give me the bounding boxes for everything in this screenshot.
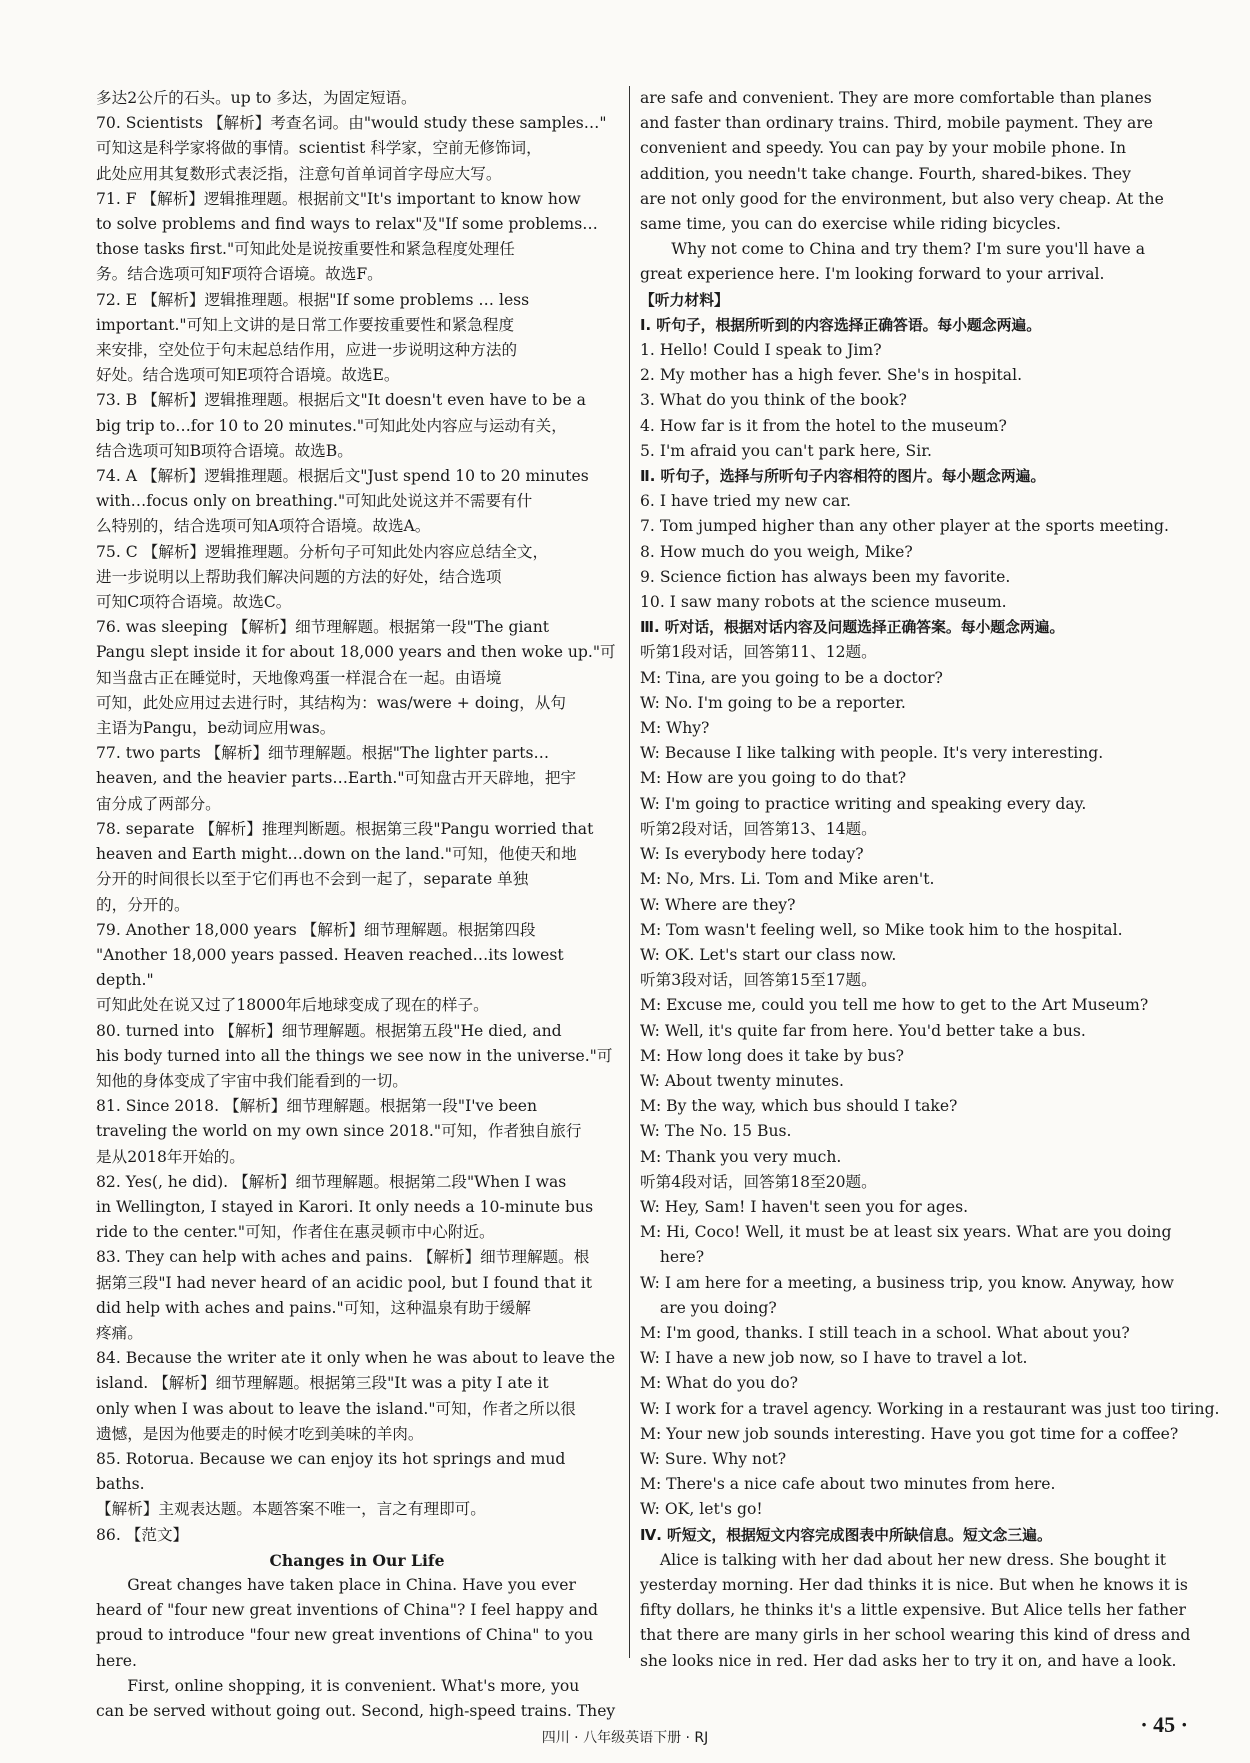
answer-line: 84. Because the writer ate it only when he was about to leave the bbox=[96, 1349, 616, 1368]
answer-line: 79. Another 18,000 years 【解析】细节理解题。根据第四段 bbox=[96, 920, 536, 939]
listening-line: M: Hi, Coco! Well, it must be at least six years. What are you doing bbox=[640, 1223, 1172, 1242]
listening-line: M: How long does it take by bus? bbox=[640, 1046, 904, 1065]
answer-line: 遗憾，是因为他要走的时候才吃到美味的羊肉。 bbox=[96, 1424, 424, 1443]
column-divider bbox=[629, 86, 630, 1658]
listening-line: 10. I saw many robots at the science museum. bbox=[640, 593, 1007, 612]
listening-line: 听第2段对话，回答第13、14题。 bbox=[640, 819, 877, 838]
answer-line: ride to the center."可知，作者住在惠灵顿市中心附近。 bbox=[96, 1223, 495, 1242]
listening-line: W: I'm going to practice writing and speaking every day. bbox=[640, 794, 1087, 813]
answer-line: 分开的时间很长以至于它们再也不会到一起了，separate 单独 bbox=[96, 870, 529, 889]
answer-line: 72. E 【解析】逻辑推理题。根据"If some problems … less bbox=[96, 290, 530, 309]
answer-line: his body turned into all the things we see now in the universe."可 bbox=[96, 1046, 613, 1065]
listening-section-heading: Ⅱ. 听句子，选择与所听句子内容相符的图片。每小题念两遍。 bbox=[640, 468, 1046, 486]
answer-line: 疼痛。 bbox=[96, 1323, 143, 1342]
listening-line: are you doing? bbox=[640, 1298, 777, 1317]
answer-line: 来安排，空处位于句末起总结作用，应进一步说明这种方法的 bbox=[96, 341, 518, 360]
answer-line: important."可知上文讲的是日常工作要按重要性和紧急程度 bbox=[96, 315, 515, 334]
listening-line: 听第1段对话，回答第11、12题。 bbox=[640, 643, 877, 662]
answer-line: 宙分成了两部分。 bbox=[96, 794, 221, 813]
page-number: · 45 · bbox=[1140, 1712, 1188, 1737]
left-column bbox=[96, 86, 618, 1724]
listening-line: W: Sure. Why not? bbox=[640, 1449, 787, 1468]
listening-section-heading: Ⅳ. 听短文，根据短文内容完成图表中所缺信息。短文念三遍。 bbox=[640, 1526, 1052, 1544]
answer-line: big trip to…for 10 to 20 minutes."可知此处内容应与运动有关， bbox=[96, 416, 567, 435]
answer-line: 多达2公斤的石头。up to 多达，为固定短语。 bbox=[96, 89, 417, 107]
listening-line: M: How are you going to do that? bbox=[640, 769, 907, 788]
essay-line: addition, you needn't take change. Fourth, shared-bikes. They bbox=[640, 164, 1131, 183]
listening-line: W: Because I like talking with people. It's very interesting. bbox=[640, 744, 1104, 763]
listening-line: M: What do you do? bbox=[640, 1374, 799, 1393]
answer-line: 可知C项符合语境。故选C。 bbox=[96, 593, 292, 612]
answer-line: those tasks first."可知此处是说按重要性和紧急程度处理任 bbox=[96, 240, 515, 259]
answer-line: 主语为Pangu，be动词应用was。 bbox=[96, 719, 336, 738]
answer-line: 80. turned into 【解析】细节理解题。根据第五段"He died, and bbox=[96, 1021, 562, 1040]
essay-line: great experience here. I'm looking forward to your arrival. bbox=[640, 265, 1105, 284]
listening-line: W: The No. 15 Bus. bbox=[640, 1122, 792, 1141]
answer-line: 可知，此处应用过去进行时，其结构为：was/were + doing，从句 bbox=[96, 693, 566, 712]
listening-line: 9. Science fiction has always been my favorite. bbox=[640, 567, 1011, 586]
essay-line: Great changes have taken place in China. Have you ever bbox=[127, 1575, 576, 1594]
answer-line: heaven, and the heavier parts…Earth."可知盘古开天辟地，把宇 bbox=[96, 769, 577, 788]
listening-line: M: Your new job sounds interesting. Have you got time for a coffee? bbox=[640, 1424, 1179, 1443]
essay-line: Why not come to China and try them? I'm sure you'll have a bbox=[671, 240, 1146, 259]
listening-line: 4. How far is it from the hotel to the museum? bbox=[640, 416, 1007, 435]
listening-line: M: Thank you very much. bbox=[640, 1147, 842, 1166]
answer-line: 83. They can help with aches and pains. 【解析】细节理解题。根 bbox=[96, 1248, 590, 1267]
answer-line: 【解析】主观表达题。本题答案不唯一，言之有理即可。 bbox=[96, 1500, 486, 1519]
essay-title: Changes in Our Life bbox=[269, 1550, 445, 1570]
answer-line: 是从2018年开始的。 bbox=[96, 1147, 245, 1166]
listening-line: here? bbox=[640, 1248, 705, 1267]
answer-line: island. 【解析】细节理解题。根据第三段"It was a pity I ate it bbox=[96, 1374, 549, 1393]
listening-line: W: Hey, Sam! I haven't seen you for ages. bbox=[640, 1197, 969, 1216]
answer-line: 77. two parts 【解析】细节理解题。根据"The lighter parts… bbox=[96, 744, 550, 763]
essay-line: convenient and speedy. You can pay by your mobile phone. In bbox=[640, 139, 1127, 158]
listening-line: W: OK, let's go! bbox=[640, 1500, 763, 1519]
listening-line: W: Well, it's quite far from here. You'd better take a bus. bbox=[640, 1021, 1086, 1040]
answer-line: 好处。结合选项可知E项符合语境。故选E。 bbox=[96, 366, 400, 385]
listening-line: 6. I have tried my new car. bbox=[640, 492, 852, 511]
essay-line: are not only good for the environment, but also very cheap. At the bbox=[640, 189, 1164, 208]
listening-line: M: By the way, which bus should I take? bbox=[640, 1097, 958, 1116]
listening-line: M: There's a nice cafe about two minutes from here. bbox=[640, 1475, 1056, 1494]
answer-line: 78. separate 【解析】推理判断题。根据第三段"Pangu worried that bbox=[96, 819, 594, 838]
answer-line: Pangu slept inside it for about 18,000 years and then woke up."可 bbox=[96, 643, 616, 662]
listening-line: W: I work for a travel agency. Working in a restaurant was just too tiring. bbox=[640, 1399, 1220, 1418]
answer-line: in Wellington, I stayed in Karori. It only needs a 10-minute bus bbox=[96, 1197, 594, 1216]
answer-line: 76. was sleeping 【解析】细节理解题。根据第一段"The giant bbox=[96, 618, 550, 637]
essay-line: can be served without going out. Second, high-speed trains. They bbox=[96, 1702, 616, 1720]
listening-line: W: No. I'm going to be a reporter. bbox=[640, 693, 906, 712]
listening-line: 1. Hello! Could I speak to Jim? bbox=[640, 341, 882, 360]
answer-line: 务。结合选项可知F项符合语境。故选F。 bbox=[96, 265, 383, 284]
answer-line: 结合选项可知B项符合语境。故选B。 bbox=[96, 441, 353, 460]
listening-line: W: About twenty minutes. bbox=[640, 1071, 845, 1090]
answer-line: to solve problems and find ways to relax"及"If some problems… bbox=[96, 215, 598, 234]
answer-line: 85. Rotorua. Because we can enjoy its hot springs and mud baths. bbox=[96, 1449, 566, 1494]
listening-line: 2. My mother has a high fever. She's in hospital. bbox=[640, 366, 1023, 385]
listening-line: M: I'm good, thanks. I still teach in a school. What about you? bbox=[640, 1323, 1130, 1342]
essay-line: and faster than ordinary trains. Third, mobile payment. They are bbox=[640, 114, 1154, 133]
listening-line: W: Is everybody here today? bbox=[640, 845, 864, 864]
listening-line: 听第3段对话，回答第15至17题。 bbox=[640, 971, 877, 990]
listening-section-heading: Ⅲ. 听对话，根据对话内容及问题选择正确答案。每小题念两遍。 bbox=[640, 619, 1065, 637]
listening-line: 5. I'm afraid you can't park here, Sir. bbox=[640, 441, 932, 460]
answer-line: with…focus only on breathing."可知此处说这并不需要有什 bbox=[96, 492, 533, 511]
listening-line: W: Where are they? bbox=[640, 895, 796, 914]
listening-line: 听第4段对话，回答第18至20题。 bbox=[640, 1172, 877, 1191]
listening-line: W: I am here for a meeting, a business trip, you know. Anyway, how bbox=[640, 1273, 1174, 1292]
essay-line: same time, you can do exercise while riding bicycles. bbox=[640, 215, 1061, 234]
essay-line: First, online shopping, it is convenient. What's more, you bbox=[127, 1676, 580, 1695]
listening-line: she looks nice in red. Her dad asks her to try it on, and have a look. bbox=[640, 1651, 1177, 1670]
listening-line: M: Tina, are you going to be a doctor? bbox=[640, 668, 943, 687]
answer-line: 73. B 【解析】逻辑推理题。根据后文"It doesn't even have to be a bbox=[96, 391, 586, 410]
answer-line: did help with aches and pains."可知，这种温泉有助于缓解 bbox=[96, 1298, 531, 1317]
answer-line: heaven and Earth might…down on the land."可知，他使天和地 bbox=[96, 845, 577, 864]
answer-line: 81. Since 2018. 【解析】细节理解题。根据第一段"I've been bbox=[96, 1097, 537, 1116]
listening-line: W: OK. Let's start our class now. bbox=[640, 945, 897, 964]
listening-line: M: Tom wasn't feeling well, so Mike took him to the hospital. bbox=[640, 920, 1123, 939]
listening-line: that there are many girls in her school wearing this kind of dress and bbox=[640, 1626, 1191, 1645]
answer-line: only when I was about to leave the island."可知，作者之所以很 bbox=[96, 1399, 576, 1418]
answer-line: 可知这是科学家将做的事情。scientist 科学家，空前无修饰词， bbox=[96, 139, 542, 158]
answer-line: 据第三段"I had never heard of an acidic pool, but I found that it bbox=[96, 1273, 593, 1292]
right-column bbox=[640, 86, 1220, 1674]
answer-line: traveling the world on my own since 2018."可知，作者独自旅行 bbox=[96, 1122, 582, 1141]
answer-line: "Another 18,000 years passed. Heaven reached…its lowest depth." bbox=[96, 945, 564, 990]
listening-line: fifty dollars, he thinks it's a little expensive. But Alice tells her father bbox=[640, 1601, 1186, 1620]
listening-title: 【听力材料】 bbox=[640, 291, 729, 309]
essay-line: heard of "four new great inventions of China"? I feel happy and bbox=[96, 1601, 598, 1620]
page-footer: 四川 · 八年级英语下册 · RJ bbox=[541, 1730, 709, 1746]
answer-line: 知他的身体变成了宇宙中我们能看到的一切。 bbox=[96, 1071, 408, 1090]
listening-line: 7. Tom jumped higher than any other player at the sports meeting. bbox=[640, 517, 1169, 536]
listening-section-heading: Ⅰ. 听句子，根据所听到的内容选择正确答语。每小题念两遍。 bbox=[640, 316, 1041, 334]
answer-line: 知当盘古正在睡觉时，天地像鸡蛋一样混合在一起。由语境 bbox=[96, 668, 502, 687]
answer-line: 86. 【范文】 bbox=[96, 1525, 189, 1544]
listening-line: M: Excuse me, could you tell me how to get to the Art Museum? bbox=[640, 996, 1149, 1015]
answer-line: 可知此处在说又过了18000年后地球变成了现在的样子。 bbox=[96, 996, 489, 1015]
answer-line: 71. F 【解析】逻辑推理题。根据前文"It's important to know how bbox=[96, 189, 581, 208]
essay-line: proud to introduce "four new great inventions of China" to you bbox=[96, 1626, 594, 1645]
answer-line: 的，分开的。 bbox=[96, 895, 190, 914]
answer-line: 么特别的，结合选项可知A项符合语境。故选A。 bbox=[96, 517, 431, 536]
listening-line: 8. How much do you weigh, Mike? bbox=[640, 542, 913, 561]
answer-line: 进一步说明以上帮助我们解决问题的方法的好处，结合选项 bbox=[96, 567, 502, 586]
essay-line: here. bbox=[96, 1651, 137, 1670]
listening-line: M: Why? bbox=[640, 719, 710, 738]
listening-line: W: I have a new job now, so I have to travel a lot. bbox=[640, 1349, 1028, 1368]
listening-line: yesterday morning. Her dad thinks it is nice. But when he knows it is bbox=[640, 1575, 1188, 1594]
answer-line: 74. A 【解析】逻辑推理题。根据后文"Just spend 10 to 20 minutes bbox=[96, 467, 589, 486]
listening-line: M: No, Mrs. Li. Tom and Mike aren't. bbox=[640, 870, 935, 889]
answer-line: 70. Scientists 【解析】考查名词。由"would study these samples…" bbox=[96, 114, 607, 133]
answer-line: 82. Yes(, he did). 【解析】细节理解题。根据第二段"When I was bbox=[96, 1172, 567, 1191]
answer-line: 此处应用其复数形式表泛指，注意句首单词首字母应大写。 bbox=[96, 164, 502, 183]
answer-line: 75. C 【解析】逻辑推理题。分析句子可知此处内容应总结全文， bbox=[96, 542, 549, 561]
listening-line: 3. What do you think of the book? bbox=[640, 391, 907, 410]
essay-line: are safe and convenient. They are more comfortable than planes bbox=[640, 89, 1152, 107]
listening-line: Alice is talking with her dad about her new dress. She bought it bbox=[640, 1550, 1166, 1569]
